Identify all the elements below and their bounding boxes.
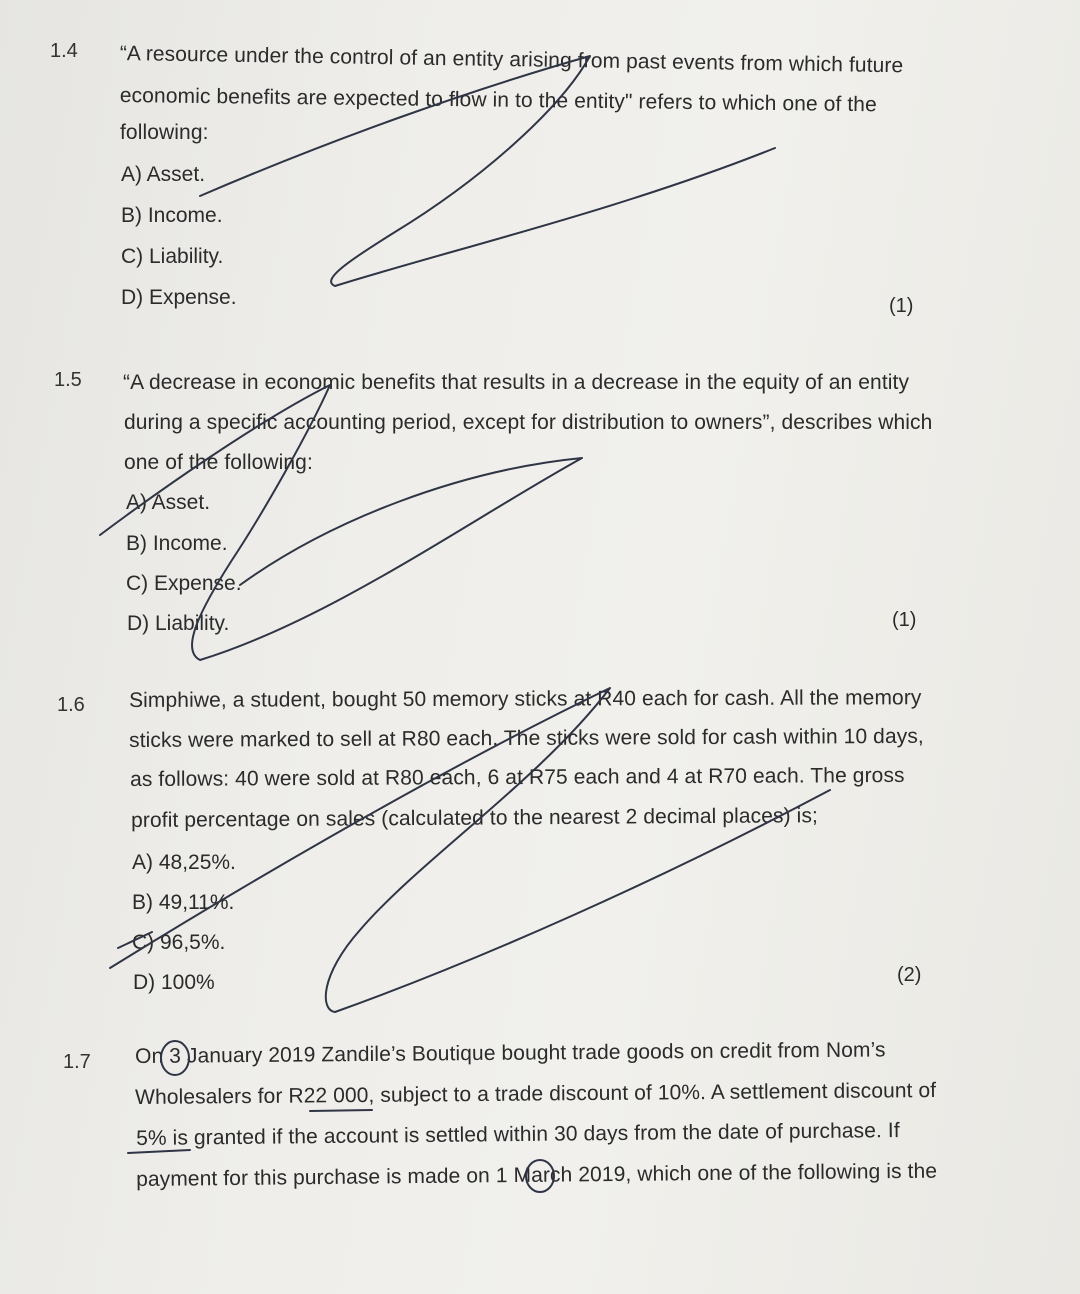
question-text-line: Wholesalers for R22 000, subject to a trade discount of 10%. A settlement discount of — [135, 1079, 937, 1109]
option-c: C) Expense. — [126, 572, 242, 595]
question-text-line: sticks were marked to sell at R80 each. The sticks were sold for cash within 10 days, — [129, 724, 924, 752]
mark-allocation: (1) — [889, 295, 914, 317]
option-a: A) Asset. — [121, 163, 206, 186]
question-text-line: Simphiwe, a student, bought 50 memory sticks at R40 each for cash. All the memory — [129, 686, 922, 712]
question-text-line: 5% is granted if the account is settled within 30 days from the date of purchase. If — [136, 1119, 900, 1150]
question-text-line: “A resource under the control of an entity arising from past events from which future — [119, 42, 904, 78]
option-d: D) Expense. — [121, 286, 237, 309]
question-text-line: one of the following: — [124, 451, 313, 474]
question-number: 1.4 — [50, 40, 78, 62]
question-text-line: “A decrease in economic benefits that results in a decrease in the equity of an entity — [123, 371, 910, 394]
pen-underline-amount — [310, 1110, 372, 1111]
mark-allocation: (2) — [897, 964, 922, 986]
question-text-line: during a specific accounting period, except for distribution to owners”, describes which — [124, 411, 933, 434]
mark-allocation: (1) — [892, 609, 917, 631]
option-c: C) Liability. — [121, 245, 224, 268]
question-text-line: as follows: 40 were sold at R80 each, 6 at R75 each and 4 at R70 each. The gross — [130, 763, 905, 791]
question-text-line: following: — [120, 121, 209, 144]
option-d: D) Liability. — [127, 612, 230, 635]
option-a: A) Asset. — [126, 491, 211, 514]
option-d: D) 100% — [133, 971, 215, 994]
question-text-line: On 3 January 2019 Zandile’s Boutique bought trade goods on credit from Nom’s — [135, 1038, 886, 1068]
question-text-line: payment for this purchase is made on 1 March 2019, which one of the following is the — [136, 1159, 938, 1191]
option-b: B) 49,11%. — [132, 891, 235, 914]
option-b: B) Income. — [121, 204, 223, 227]
option-b: B) Income. — [126, 532, 228, 555]
question-number: 1.7 — [63, 1051, 91, 1073]
question-number: 1.6 — [57, 694, 85, 716]
question-text-line: profit percentage on sales (calculated to the nearest 2 decimal places) is; — [131, 804, 819, 832]
question-text-line: economic benefits are expected to flow in to the entity" refers to which one of the — [119, 84, 877, 117]
option-c: C) 96,5%. — [132, 931, 226, 954]
option-a: A) 48,25%. — [132, 851, 236, 874]
question-number: 1.5 — [54, 369, 82, 391]
